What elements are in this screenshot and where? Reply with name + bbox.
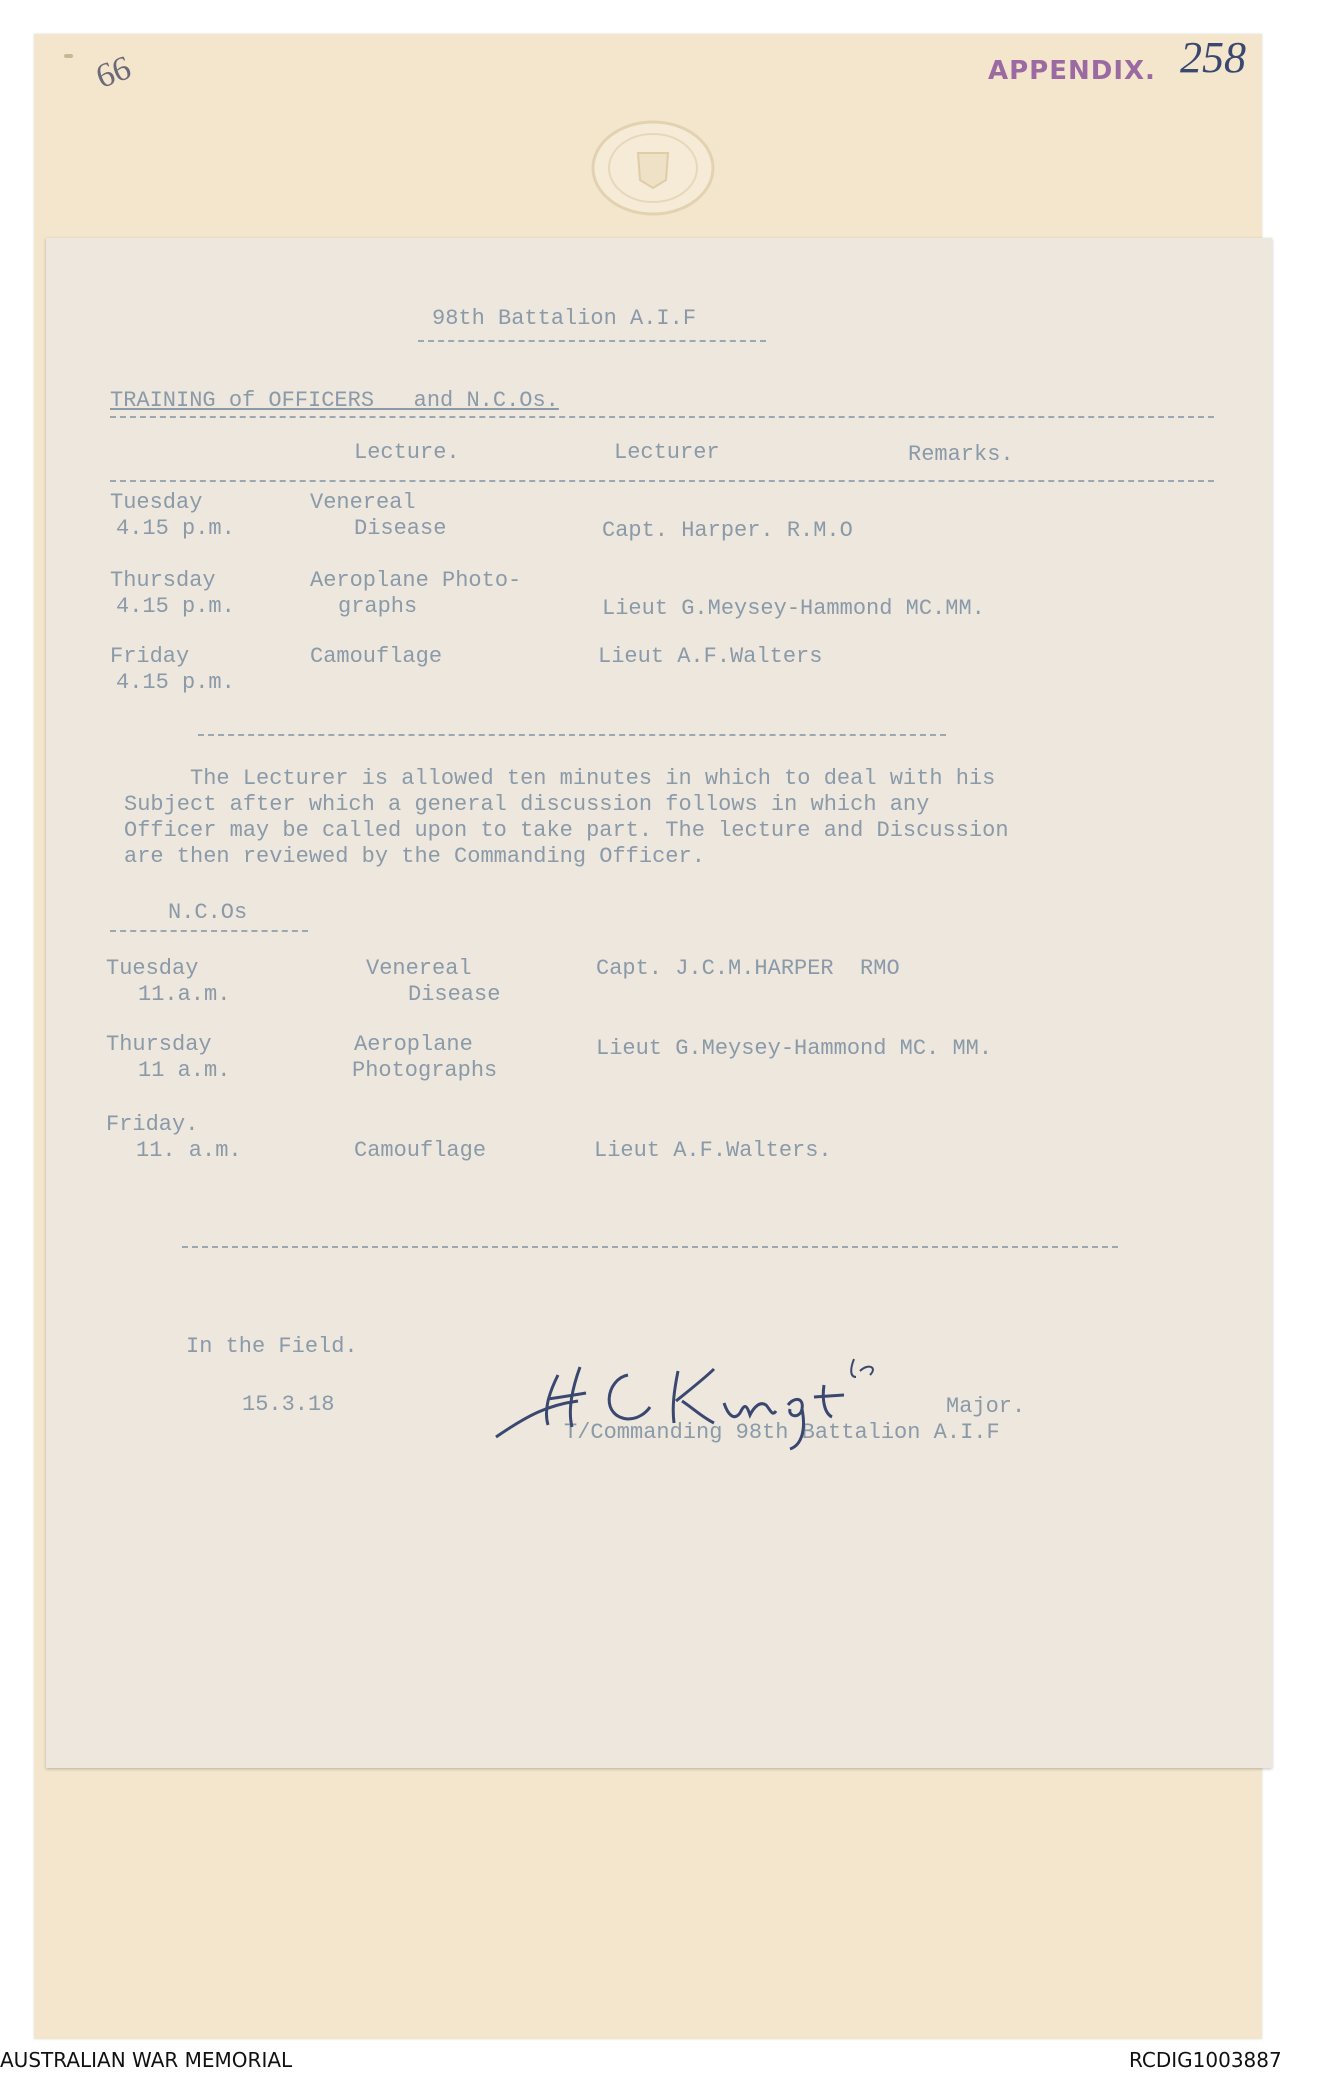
signatory-title: T/Commanding 98th Battalion A.I.F: [564, 1420, 1000, 1445]
column-lecturer: Lecturer: [614, 440, 720, 465]
officer-day: Friday: [110, 644, 190, 669]
appendix-number: 258: [1180, 33, 1246, 82]
place-line: In the Field.: [186, 1334, 358, 1359]
nco-day: Friday.: [106, 1112, 199, 1137]
columns-divider: [110, 480, 1214, 482]
footer-source: AUSTRALIAN WAR MEMORIAL: [0, 2048, 293, 2072]
section-divider: [110, 416, 1214, 418]
officer-lecture: Camouflage: [310, 644, 443, 669]
officer-time: 4.15 p.m.: [116, 670, 235, 695]
officer-lecturer: Lieut G.Meysey-Hammond MC.MM.: [602, 596, 985, 621]
ncos-divider: [182, 1246, 1118, 1248]
date-line: 15.3.18: [242, 1392, 335, 1417]
officers-divider: [198, 734, 946, 736]
nco-day: Thursday: [106, 1032, 212, 1057]
nco-title-divider: [110, 930, 308, 932]
heading-divider: [418, 340, 766, 342]
officer-time: 4.15 p.m.: [116, 516, 235, 541]
nco-lecture: Camouflage: [354, 1138, 487, 1163]
officer-lecturer: Lieut A.F.Walters: [598, 644, 823, 669]
footer-identifier: RCDIG1003887: [1129, 2048, 1282, 2072]
binding-hole: [64, 54, 73, 58]
rank-line: Major.: [946, 1394, 1026, 1419]
paragraph-line: Officer may be called upon to take part. The lecture and Discussion: [124, 818, 1009, 843]
nco-lecture: Venereal: [366, 956, 472, 981]
officer-lecture: graphs: [338, 594, 418, 619]
officer-lecture: Venereal: [310, 490, 416, 515]
officer-time: 4.15 p.m.: [116, 594, 235, 619]
officer-day: Thursday: [110, 568, 216, 593]
nco-time: 11 a.m.: [138, 1058, 231, 1083]
officer-lecture: Disease: [354, 516, 447, 541]
officer-day: Tuesday: [110, 490, 203, 515]
nco-title: N.C.Os: [168, 900, 248, 925]
column-lecture: Lecture.: [354, 440, 460, 465]
nco-time: 11. a.m.: [136, 1138, 242, 1163]
section-title: TRAINING of OFFICERS and N.C.Os.: [110, 388, 559, 413]
paragraph-line: are then reviewed by the Commanding Officer.: [124, 844, 705, 869]
nco-lecturer: Lieut A.F.Walters.: [594, 1138, 832, 1163]
typed-document-sheet: [46, 238, 1272, 1768]
embossed-seal-icon: [588, 118, 718, 218]
page-number: 99: [90, 48, 136, 95]
column-remarks: Remarks.: [908, 442, 1014, 467]
nco-lecturer: Lieut G.Meysey-Hammond MC. MM.: [596, 1036, 993, 1061]
signature-icon: [488, 1345, 938, 1455]
officer-lecture: Aeroplane Photo-: [310, 568, 522, 593]
appendix-stamp: APPENDIX.: [988, 56, 1156, 86]
paragraph-line: The Lecturer is allowed ten minutes in which to deal with his: [124, 766, 996, 791]
nco-lecture: Aeroplane: [354, 1032, 473, 1057]
battalion-heading: 98th Battalion A.I.F: [432, 306, 697, 331]
nco-lecture: Disease: [408, 982, 501, 1007]
paragraph-line: Subject after which a general discussion follows in which any: [124, 792, 930, 817]
nco-time: 11.a.m.: [138, 982, 231, 1007]
nco-lecture: Photographs: [352, 1058, 498, 1083]
nco-lecturer: Capt. J.C.M.HARPER RMO: [596, 956, 900, 981]
officer-lecturer: Capt. Harper. R.M.O: [602, 518, 853, 543]
nco-day: Tuesday: [106, 956, 199, 981]
